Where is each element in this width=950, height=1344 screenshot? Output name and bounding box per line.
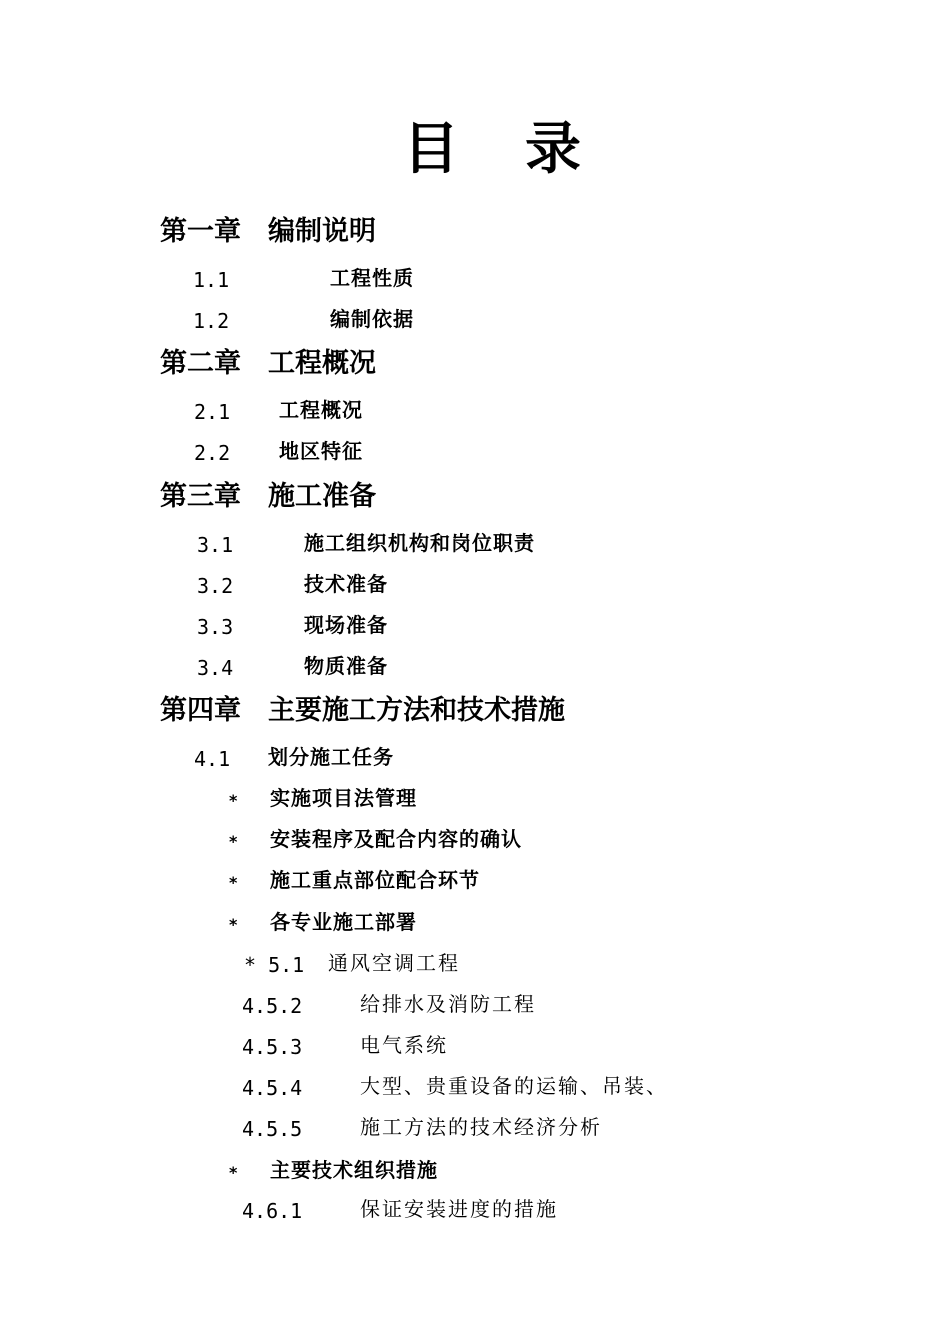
subsection-4-5-5-number: 4.5.5 <box>242 1117 303 1141</box>
subsection-4-6-1-number: 4.6.1 <box>242 1199 303 1223</box>
chapter-4-title: 主要施工方法和技术措施 <box>268 695 565 726</box>
bullet-5-title: 主要技术组织措施 <box>270 1158 438 1182</box>
subsection-4-5-2-number: 4.5.2 <box>242 994 303 1018</box>
chapter-1-title: 编制说明 <box>268 216 376 247</box>
bullet-5-mark: * <box>229 1163 238 1182</box>
section-1-2-title: 编制依据 <box>330 307 414 331</box>
section-1-1-number: 1.1 <box>193 268 230 292</box>
section-2-1-number: 2.1 <box>194 400 231 424</box>
bullet-2-mark: * <box>229 832 238 851</box>
chapter-4-label: 第四章 <box>160 695 241 726</box>
section-3-1-number: 3.1 <box>197 533 234 557</box>
bullet-1-title: 实施项目法管理 <box>270 786 417 810</box>
bullet-4-title: 各专业施工部署 <box>270 910 417 934</box>
toc-title-right: 录 <box>525 117 581 182</box>
subsection-5-1-number: * 5.1 <box>244 953 305 977</box>
section-2-1-title: 工程概况 <box>279 398 363 422</box>
section-4-1-title: 划分施工任务 <box>268 745 394 769</box>
section-3-1-title: 施工组织机构和岗位职责 <box>304 531 535 555</box>
subsection-5-1-title: 通风空调工程 <box>328 951 460 975</box>
section-3-2-number: 3.2 <box>197 574 234 598</box>
subsection-4-5-2-title: 给排水及消防工程 <box>360 992 536 1016</box>
toc-title-left: 目 <box>403 117 459 182</box>
section-2-2-number: 2.2 <box>194 441 231 465</box>
bullet-3-mark: * <box>229 873 238 892</box>
section-3-3-title: 现场准备 <box>304 613 388 637</box>
subsection-4-5-3-number: 4.5.3 <box>242 1035 303 1059</box>
section-3-3-number: 3.3 <box>197 615 234 639</box>
section-3-4-title: 物质准备 <box>304 654 388 678</box>
subsection-4-5-5-title: 施工方法的技术经济分析 <box>360 1115 602 1139</box>
chapter-3-title: 施工准备 <box>268 481 376 512</box>
bullet-3-title: 施工重点部位配合环节 <box>270 868 480 892</box>
section-3-4-number: 3.4 <box>197 656 234 680</box>
chapter-2-title: 工程概况 <box>268 348 376 379</box>
chapter-1-label: 第一章 <box>160 216 241 247</box>
chapter-3-label: 第三章 <box>160 481 241 512</box>
section-4-1-number: 4.1 <box>194 747 231 771</box>
section-1-2-number: 1.2 <box>193 309 230 333</box>
section-3-2-title: 技术准备 <box>304 572 388 596</box>
section-1-1-title: 工程性质 <box>330 266 414 290</box>
subsection-4-5-3-title: 电气系统 <box>360 1033 448 1057</box>
subsection-4-6-1-title: 保证安装进度的措施 <box>360 1197 558 1221</box>
subsection-4-5-4-title: 大型、贵重设备的运输、吊装、 <box>360 1076 668 1096</box>
bullet-2-title: 安装程序及配合内容的确认 <box>270 827 522 851</box>
bullet-1-mark: * <box>229 791 238 810</box>
bullet-4-mark: * <box>229 915 238 934</box>
section-2-2-title: 地区特征 <box>279 439 363 463</box>
subsection-4-5-4-number: 4.5.4 <box>242 1076 303 1100</box>
chapter-2-label: 第二章 <box>160 348 241 379</box>
